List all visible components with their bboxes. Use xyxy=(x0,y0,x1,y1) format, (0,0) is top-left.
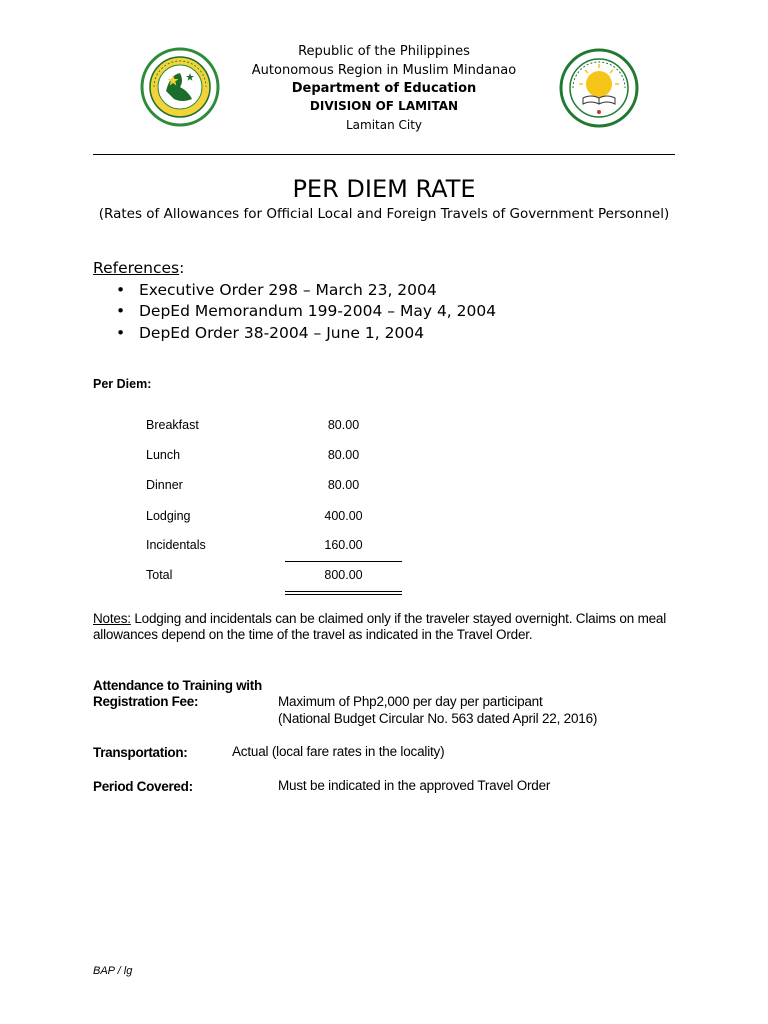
reference-item xyxy=(116,324,424,342)
notes-paragraph xyxy=(93,611,693,643)
notes-text: Lodging and incidentals can be claimed only if the traveler stayed overnight. Claims on meal allowances depend on the time of the travel as indicated in the Travel Order. xyxy=(93,611,667,642)
training-value-line2: (National Budget Circular No. 563 dated April 22, 2016) xyxy=(278,711,598,726)
header-region: Autonomous Region in Muslim Mindanao xyxy=(251,63,517,78)
transportation-label: Transportation: xyxy=(93,745,188,760)
rate-name-incidentals: Incidentals xyxy=(146,538,206,552)
rate-name-breakfast: Breakfast xyxy=(146,418,199,432)
reference-item xyxy=(116,281,437,299)
per-diem-label: Per Diem: xyxy=(93,377,152,391)
rate-value-dinner: 80.00 xyxy=(327,478,360,492)
reference-text: DepEd Order 38-2004 – June 1, 2004 xyxy=(139,324,425,342)
period-label: Period Covered: xyxy=(93,779,193,794)
bullet-icon: • xyxy=(116,281,126,299)
references-label: References xyxy=(93,259,180,277)
bullet-icon: • xyxy=(116,302,126,320)
rate-name-lodging: Lodging xyxy=(146,509,191,523)
rate-name-lunch: Lunch xyxy=(146,448,181,462)
reference-text: DepEd Memorandum 199-2004 – May 4, 2004 xyxy=(139,302,497,320)
page-subtitle: (Rates of Allowances for Official Local and Foreign Travels of Government Personnel) xyxy=(98,206,670,222)
bullet-icon: • xyxy=(116,324,126,342)
rate-value-breakfast: 80.00 xyxy=(327,418,360,432)
reference-item xyxy=(116,302,496,320)
header-republic: Republic of the Philippines xyxy=(298,44,470,59)
rate-value-lunch: 80.00 xyxy=(327,448,360,462)
training-label-line1: Attendance to Training with xyxy=(93,678,262,693)
header-divider xyxy=(93,154,675,155)
header-city: Lamitan City xyxy=(345,118,423,132)
subtotal-rule xyxy=(285,561,402,562)
reference-text: Executive Order 298 – March 23, 2004 xyxy=(139,281,437,299)
rate-value-lodging: 400.00 xyxy=(324,509,363,523)
period-value: Must be indicated in the approved Travel Order xyxy=(278,778,551,793)
footer-initials: BAP / lg xyxy=(93,965,133,977)
training-label-line2: Registration Fee: xyxy=(93,694,199,709)
page-title: PER DIEM RATE xyxy=(292,175,476,203)
notes-label: Notes: xyxy=(93,611,131,626)
rate-value-incidentals: 160.00 xyxy=(324,538,363,552)
header-division: DIVISION OF LAMITAN xyxy=(309,99,459,113)
header-department: Department of Education xyxy=(291,81,477,96)
total-double-rule xyxy=(285,591,402,595)
references-colon: : xyxy=(179,259,185,277)
training-value-line1: Maximum of Php2,000 per day per participant xyxy=(278,694,543,709)
rate-name-dinner: Dinner xyxy=(146,478,183,492)
transportation-value: Actual (local fare rates in the locality) xyxy=(232,744,445,759)
rate-name-total: Total xyxy=(146,568,173,582)
rate-value-total: 800.00 xyxy=(324,568,363,582)
references-heading xyxy=(93,259,184,277)
